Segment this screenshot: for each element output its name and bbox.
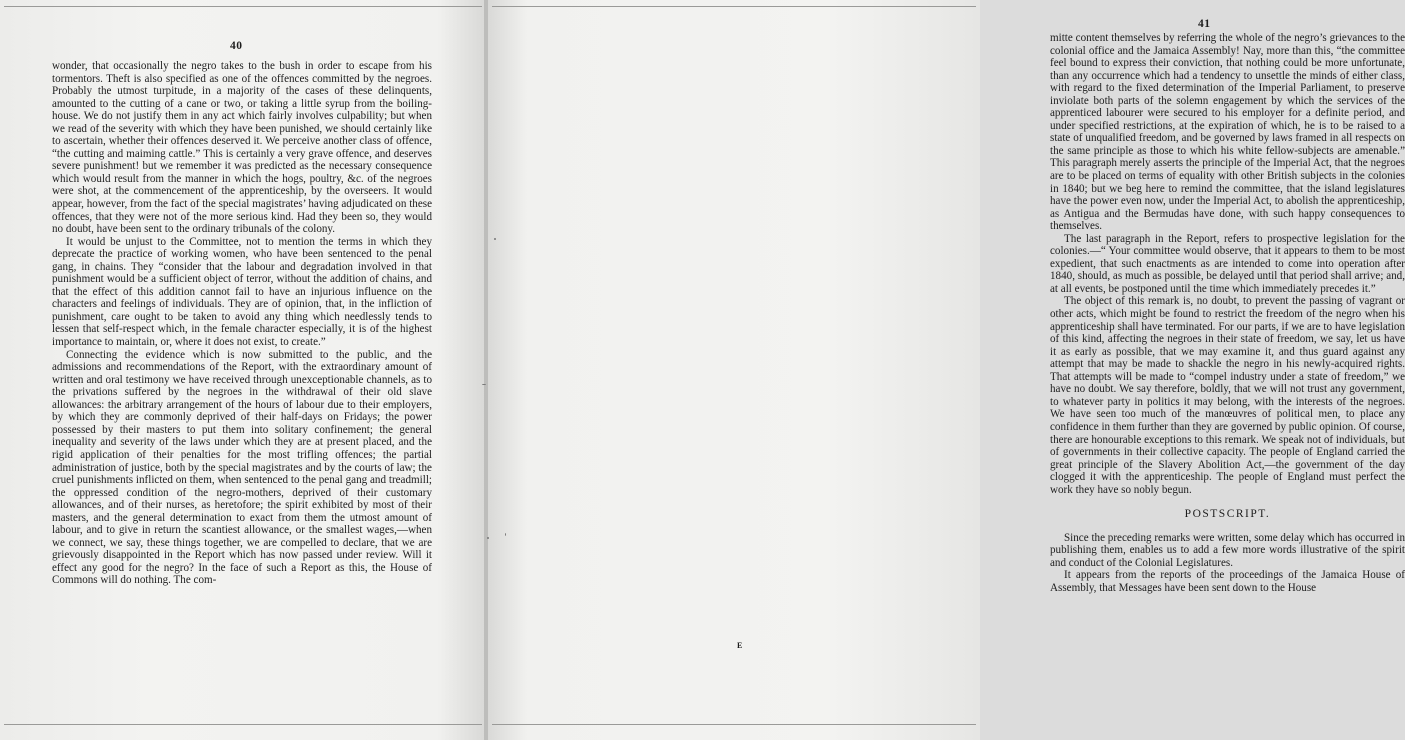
right-text-column bbox=[1050, 32, 1405, 595]
paper-speck bbox=[487, 537, 489, 539]
paper-speck bbox=[505, 533, 506, 536]
right-paragraph-2: The last paragraph in the Report, refers to prospective legislation for the colonies.—“ Your committee would observe, that it appears to them to be most expedient, that such enactments as are intended to come into operation after 1840, should, as much as possible, be delayed until that period shall arrive; and, at all events, be postponed until the time which immediately precedes it.” bbox=[1050, 232, 1405, 295]
left-paragraph-1: wonder, that occasionally the negro takes to the bush in order to escape from his tormentors. Theft is also specified as one of the offences committed by the negroes. Probably the utmost turpitude, in a majority of the cases of these delinquents, amounted to the cutting of a cane or two, or taking a little syrup from the boiling-house. We do not justify them in any act which fairly involves culpability; but when we read of the severity with which they have been punished, we should certainly like to ascertain, whether their offences deserved it. We perceive another class of offence, “the cutting and maiming cattle.” This is certainly a very grave offence, and deserves severe punishment! but we remember it was predicted as the necessary consequence which would result from the manner in which the hogs, poultry, &c. of the negroes were shot, at the commencement of the apprenticeship, by the overseers. It would appear, however, from the fact of the special magistrates’ having adjudicated on these offences, that they were not of the more serious kind. Had they been so, they would no doubt, have been sent to the ordinary tribunals of the colony. bbox=[52, 60, 432, 236]
paper-speck bbox=[482, 384, 486, 385]
paper-speck bbox=[494, 238, 496, 240]
left-page bbox=[0, 0, 486, 740]
left-paragraph-2: It would be unjust to the Committee, not to mention the terms in which they deprecate the practice of working women, who have been sentenced to the penal gang, in chains. They “consider that the labour and degradation involved in that punishment would be a sufficient object of terror, without the addition of chains, and that the effect of this addition cannot fail to have an injurious influence on the characters and feelings of individuals. They are of opinion, that, in the infliction of punishment, care ought to be taken to avoid any thing which needlessly tends to lessen that self-respect which, in the female character especially, it is of the highest importance to maintain, or, where it does not exist, to create.” bbox=[52, 235, 432, 349]
page-edge-top bbox=[492, 6, 976, 7]
postscript-heading: POSTSCRIPT. bbox=[1184, 508, 1271, 521]
page-edge-top bbox=[4, 6, 482, 7]
page-edge-bottom bbox=[4, 724, 482, 725]
postscript-paragraph-2: It appears from the reports of the proceedings of the Jamaica House of Assembly, that Messages have been sent down to the House bbox=[1050, 569, 1405, 594]
left-paragraph-3: Connecting the evidence which is now submitted to the public, and the admissions and recommendations of the Report, with the extraordinary amount of written and oral testimony we have received through unexceptionable channels, as to the privations suffered by the negroes in the withdrawal of their old slave allowances: the arbitrary arrangement of the hours of labour due to their employers, by which they are commonly deprived of their half-days on Fridays; the power possessed by their masters to put them into solitary confinement; the general inequality and severity of the laws under which they are at present placed, and the rigid application of their penalties for the most trifling offences; the partial administration of justice, both by the special magistrates and by the courts of law; the cruel punishments inflicted on them, when sentenced to the penal gang and treadmill; the oppressed condition of the negro-mothers, deprived of their customary allowances, and of their nurses, as heretofore; the spirit exhibited by most of their masters, and the general determination to exact from them the utmost amount of labour, and to give in return the scantiest allowance, or the smallest wages,—when we connect, we say, these things together, we are compelled to declare, that we are grievously disappointed in the Report which has now passed under review. Will it effect any good for the negro? In the face of such a Report as this, the House of Commons will do nothing. The com- bbox=[52, 348, 432, 587]
printer-signature-mark: E bbox=[737, 641, 743, 650]
page-number-right: 41 bbox=[1198, 18, 1211, 30]
postscript-paragraph-1: Since the preceding remarks were written, some delay which has occurred in publishing them, enables us to add a few more words illustrative of the spirit and conduct of the Colonial Legislatures. bbox=[1050, 531, 1405, 569]
page-edge-bottom bbox=[492, 724, 976, 725]
left-text-column bbox=[52, 60, 432, 587]
right-page bbox=[488, 0, 1405, 740]
right-paragraph-3: The object of this remark is, no doubt, to prevent the passing of vagrant or other acts, which might be found to restrict the freedom of the negro when his apprenticeship shall have terminated. For our parts, if we are to have legislation of this kind, affecting the negroes in their state of freedom, we say, let us have it as early as possible, that we may examine it, and thus guard against any attempt that may be made to shackle the negro in his newly-acquired rights. That attempts will be made to “compel industry under a state of freedom,” we have no doubt. We say therefore, boldly, that we will not trust any government, to whatever party in politics it may belong, with the interests of the negroes. We have seen too much of the manœuvres of political men, to place any confidence in them further than they are governed by public opinion. Of course, there are honourable exceptions to this remark. We speak not of individuals, but of governments in their collective capacity. The people of England carried the great principle of the Slavery Abolition Act,—the government of the day clogged it with the apprenticeship. The people of England must perfect the work they have so nobly begun. bbox=[1050, 295, 1405, 496]
page-number-left: 40 bbox=[230, 40, 243, 52]
right-paragraph-1: mitte content themselves by referring the whole of the negro’s grievances to the colonial office and the Jamaica Assembly! Nay, more than this, “the committee feel bound to express their conviction, that nothing could be more unfortunate, than any occurrence which had a tendency to unsettle the minds of either class, with regard to the fixed determination of the Imperial Parliament, to preserve inviolate both parts of the solemn engagement by which the services of the apprenticed labourer were secured to his employer for a definite period, and under specified restrictions, at the expiration of which, he is to be raised to a state of unqualified freedom, and be governed by laws framed in all respects on the same principle as those to which his white fellow-subjects are amenable.” This paragraph merely asserts the principle of the Imperial Act, that the negroes are to be placed on terms of equality with other British subjects in the colonies in 1840; but we beg here to remind the committee, that the island legislatures have the power even now, under the Imperial Act, to abolish the apprenticeship, as Antigua and the Bermudas have done, with such happy consequences to themselves. bbox=[1050, 32, 1405, 233]
